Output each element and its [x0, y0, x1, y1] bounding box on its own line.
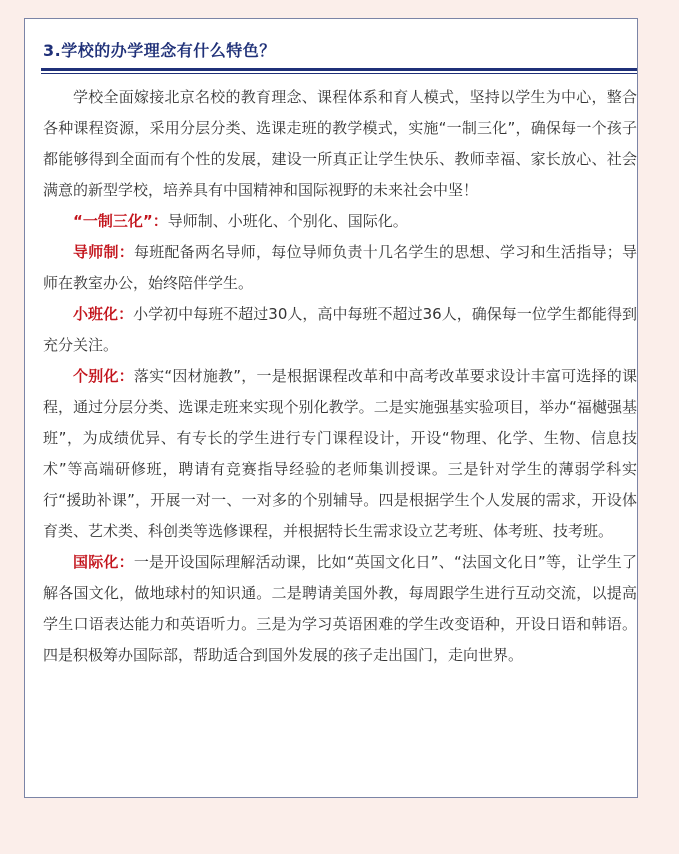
section-small-class [43, 299, 637, 361]
term-label: “一制三化”： [73, 212, 168, 230]
section-one-system-three [43, 206, 637, 237]
section-tutor-system [43, 237, 637, 299]
content-card [24, 18, 638, 798]
term-description: 每班配备两名导师，每位导师负责十几名学生的思想、学习和生活指导；导师在教室办公，始终陪伴学生。 [43, 243, 637, 292]
heading-underline [41, 68, 637, 71]
term-description: 落实“因材施教”，一是根据课程改革和中高考改革要求设计丰富可选择的课程，通过分层分类、选课走班来实现个别化教学。二是实施强基实验项目，举办“福樾强基班”，为成绩优异、有专长的学生进行专门课程设计，开设“物理、化学、生物、信息技术”等高端研修班，聘请有竞赛指导经验的老师集训授课。三是针对学生的薄弱学科实行“援助补课”，开展一对一、一对多的个别辅导。四是根据学生个人发展的需求，开设体育类、艺术类、科创类等选修课程，并根据特长生需求设立艺考班、体考班、技考班。 [43, 367, 637, 540]
section-international [43, 547, 637, 671]
term-description: 导师制、小班化、个别化、国际化。 [167, 212, 408, 230]
term-label: 小班化： [73, 305, 134, 323]
term-label: 国际化： [73, 553, 134, 571]
heading-underline-thin [41, 73, 637, 74]
term-description: 小学初中每班不超过30人，高中每班不超过36人，确保每一位学生都能得到充分关注。 [43, 305, 637, 354]
intro-paragraph: 学校全面嫁接北京名校的教育理念、课程体系和育人模式，坚持以学生为中心，整合各种课程资源，采用分层分类、选课走班的教学模式，实施“一制三化”，确保每一个孩子都能够得到全面而有个性的发展，建设一所真正让学生快乐、教师幸福、家长放心、社会满意的新型学校，培养具有中国精神和国际视野的未来社会中坚！ [43, 88, 637, 199]
term-description: 一是开设国际理解活动课，比如“英国文化日”、“法国文化日”等，让学生了解各国文化，做地球村的知识通。二是聘请美国外教，每周跟学生进行互动交流，以提高学生口语表达能力和英语听力。三是为学习英语困难的学生改变语种，开设日语和韩语。四是积极筹办国际部，帮助适合到国外发展的孩子走出国门，走向世界。 [43, 553, 637, 664]
section-individualized [43, 361, 637, 547]
term-label: 个别化： [73, 367, 134, 385]
term-label: 导师制： [73, 243, 134, 261]
article-body [43, 82, 637, 671]
section-heading: 3.学校的办学理念有什么特色？ [43, 41, 276, 60]
